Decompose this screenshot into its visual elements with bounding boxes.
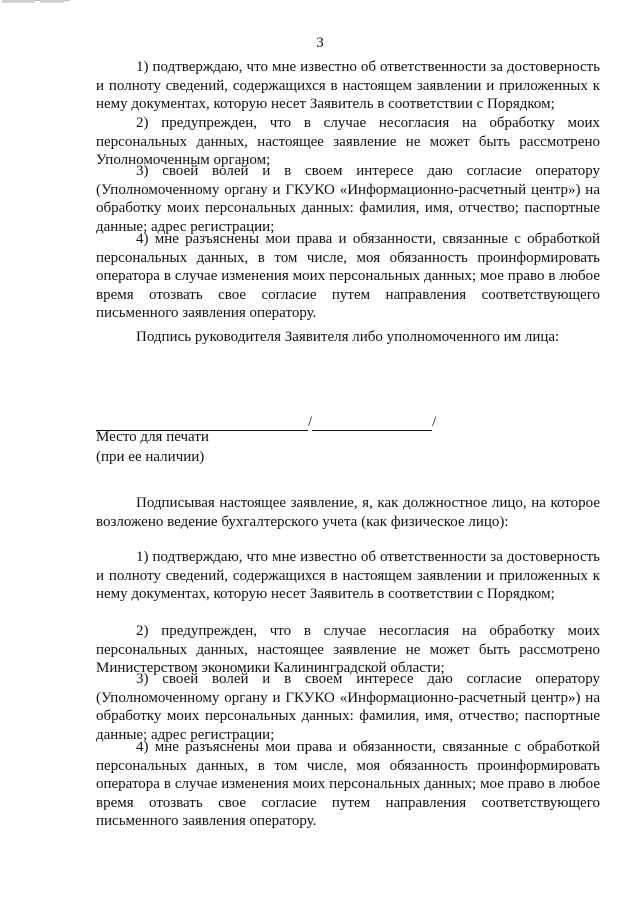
section2-intro: Подписывая настоящее заявление, я, как должностное лицо, на которое возложено ведение бухгалтерского учета (как физическое лицо): — [96, 495, 600, 530]
section2-item-1: 1) подтверждаю, что мне известно об ответственности за достоверность и полноту сведений, содержащихся в настоящем заявлении и приложенных к нему документах, которую несет Заявитель в соответствии с Порядком; — [96, 549, 600, 603]
section1-item-4: 4) мне разъяснены мои права и обязанности, связанные с обработкой персональных данных, в том числе, моя обязанность проинформировать оператора в случае изменения моих персональных данных; мое право в любое время отозвать свое согласие путем направления соответствующего письменного заявления оператору. — [96, 231, 600, 322]
section1-item-3: 3) своей волей и в своем интересе даю согласие оператору (Уполномоченному органу и ГКУКО «Информационно-расчетный центр») на обработку моих персональных данных: фамилия, имя, отчество; паспортные данные; адрес регистрации; — [96, 163, 600, 235]
seal-line-2: (при ее наличии) — [96, 448, 205, 465]
section2-item-2: 2) предупрежден, что в случае несогласия на обработку моих персональных данных, настоящее заявление не может быть рассмотрено Министерством экономики Калининградской области; — [96, 623, 600, 677]
section2-item-3: 3) своей волей и в своем интересе даю согласие оператору (Уполномоченному органу и ГКУКО «Информационно-расчетный центр») на обработку моих персональных данных: фамилия, имя, отчество; паспортные данные; адрес регистрации; — [96, 671, 600, 743]
page-number: 3 — [316, 35, 324, 51]
section1-item-2: 2) предупрежден, что в случае несогласия на обработку моих персональных данных, настоящее заявление не может быть рассмотрено Уполномоченным органом; — [96, 115, 600, 169]
scan-artifact — [2, 0, 70, 5]
signature-separator-1: / — [308, 414, 313, 430]
seal-line-1: Место для печати — [96, 429, 209, 445]
section2-item-4: 4) мне разъяснены мои права и обязанности, связанные с обработкой персональных данных, в том числе, моя обязанность проинформировать оператора в случае изменения моих персональных данных; мое право в любое время отозвать свое согласие путем направления соответствующего письменного заявления оператору. — [96, 739, 600, 830]
seal-note — [96, 428, 209, 467]
signature-caption: Подпись руководителя Заявителя либо уполномоченного им лица: — [136, 329, 560, 345]
name-blank — [312, 414, 432, 431]
signature-separator-2: / — [432, 414, 437, 430]
section1-item-1: 1) подтверждаю, что мне известно об ответственности за достоверность и полноту сведений, содержащихся в настоящем заявлении и приложенных к нему документах, которую несет Заявитель в соответствии с Порядком; — [96, 59, 600, 113]
